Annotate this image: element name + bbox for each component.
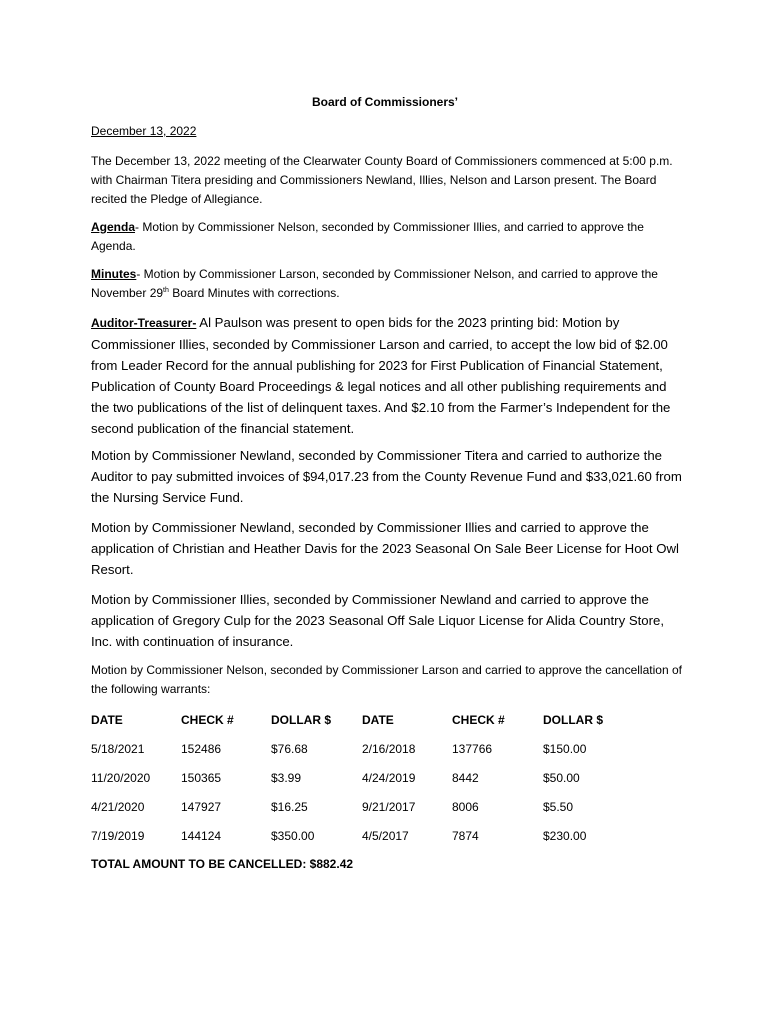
minutes-text-after: Board Minutes with corrections. xyxy=(168,286,340,300)
cell-date-2: 9/21/2017 xyxy=(362,799,416,814)
cell-check-1: 150365 xyxy=(181,770,222,785)
cell-date-1: 4/21/2020 xyxy=(91,799,145,814)
cell-dollar-2: $150.00 xyxy=(543,741,587,756)
warrants-header-row xyxy=(91,705,633,734)
agenda-paragraph xyxy=(91,218,683,256)
header-dollar-2: DOLLAR $ xyxy=(543,712,603,727)
cell-dollar-2: $50.00 xyxy=(543,770,580,785)
cell-check-1: 147927 xyxy=(181,799,222,814)
cell-date-1: 7/19/2019 xyxy=(91,828,145,843)
liquor-license-motion: Motion by Commissioner Illies, seconded by Commissioner Newland and carried to approve the application of Gregory Culp for the 2023 Seasonal Off Sale Liquor License for Alida Country Store, Inc. with continuation of insurance. xyxy=(91,592,665,649)
auditor-label: Auditor-Treasurer- xyxy=(91,316,197,330)
agenda-label: Agenda xyxy=(91,220,136,234)
cell-date-1: 11/20/2020 xyxy=(91,770,151,785)
table-row xyxy=(91,821,633,850)
beer-license-motion: Motion by Commissioner Newland, seconded by Commissioner Illies and carried to approve the application of Christian and Heather Davis for the 2023 Seasonal On Sale Beer License for Hoot Owl Resort. xyxy=(91,520,679,577)
invoices-motion: Motion by Commissioner Newland, seconded by Commissioner Titera and carried to authorize the Auditor to pay submitted invoices of $94,017.23 from the County Revenue Fund and $33,021.60 from the Nursing Service Fund. xyxy=(91,448,682,505)
header-check-2: CHECK # xyxy=(452,712,505,727)
cell-dollar-1: $3.99 xyxy=(271,770,302,785)
cell-dollar-2: $230.00 xyxy=(543,828,587,843)
header-date-1: DATE xyxy=(91,712,123,727)
cell-dollar-2: $5.50 xyxy=(543,799,574,814)
table-row xyxy=(91,734,633,763)
warrants-motion: Motion by Commissioner Nelson, seconded by Commissioner Larson and carried to approve the cancellation of the following warrants: xyxy=(91,663,682,696)
minutes-label: Minutes xyxy=(91,267,137,281)
cell-check-2: 8442 xyxy=(452,770,479,785)
auditor-paragraph xyxy=(91,312,683,439)
header-date-2: DATE xyxy=(362,712,394,727)
header-dollar-1: DOLLAR $ xyxy=(271,712,331,727)
cell-dollar-1: $16.25 xyxy=(271,799,308,814)
cell-date-1: 5/18/2021 xyxy=(91,741,145,756)
cell-check-2: 137766 xyxy=(452,741,493,756)
meeting-date: December 13, 2022 xyxy=(91,124,197,138)
auditor-text: Al Paulson was present to open bids for the 2023 printing bid: Motion by Commissioner Illies, seconded by Commissioner Larson and carried, to accept the low bid of $2.00 from Leader Record for the annual publishing for 2023 for First Publication of Financial Statement, Publication of County Board Proceedings & legal notices and all other publishing requirements and the two publications of the list of delinquent taxes. And $2.10 from the Farmer’s Independent for the second publication of the financial statement. xyxy=(91,315,671,436)
total-amount: TOTAL AMOUNT TO BE CANCELLED: $882.42 xyxy=(91,857,354,871)
table-row xyxy=(91,792,633,821)
cell-dollar-1: $350.00 xyxy=(271,828,315,843)
minutes-text-before: - Motion by Commissioner Larson, seconded by Commissioner Nelson, and carried to approve the November 29 xyxy=(91,267,658,300)
minutes-superscript: th xyxy=(163,287,169,294)
cell-dollar-1: $76.68 xyxy=(271,741,308,756)
document-title: Board of Commissioners’ xyxy=(311,95,459,109)
cell-check-1: 152486 xyxy=(181,741,222,756)
warrants-table xyxy=(91,705,633,850)
cell-check-1: 144124 xyxy=(181,828,222,843)
cell-check-2: 7874 xyxy=(452,828,479,843)
header-check-1: CHECK # xyxy=(181,712,234,727)
minutes-paragraph xyxy=(91,265,683,303)
table-row xyxy=(91,763,633,792)
cell-date-2: 4/24/2019 xyxy=(362,770,416,785)
intro-paragraph: The December 13, 2022 meeting of the Clearwater County Board of Commissioners commenced at 5:00 p.m. with Chairman Titera presiding and Commissioners Newland, Illies, Nelson and Larson present. The Board recited the Pledge of Allegiance. xyxy=(91,154,673,206)
cell-date-2: 4/5/2017 xyxy=(362,828,409,843)
cell-check-2: 8006 xyxy=(452,799,479,814)
cell-date-2: 2/16/2018 xyxy=(362,741,416,756)
agenda-text: - Motion by Commissioner Nelson, seconded by Commissioner Illies, and carried to approve the Agenda. xyxy=(91,220,644,253)
